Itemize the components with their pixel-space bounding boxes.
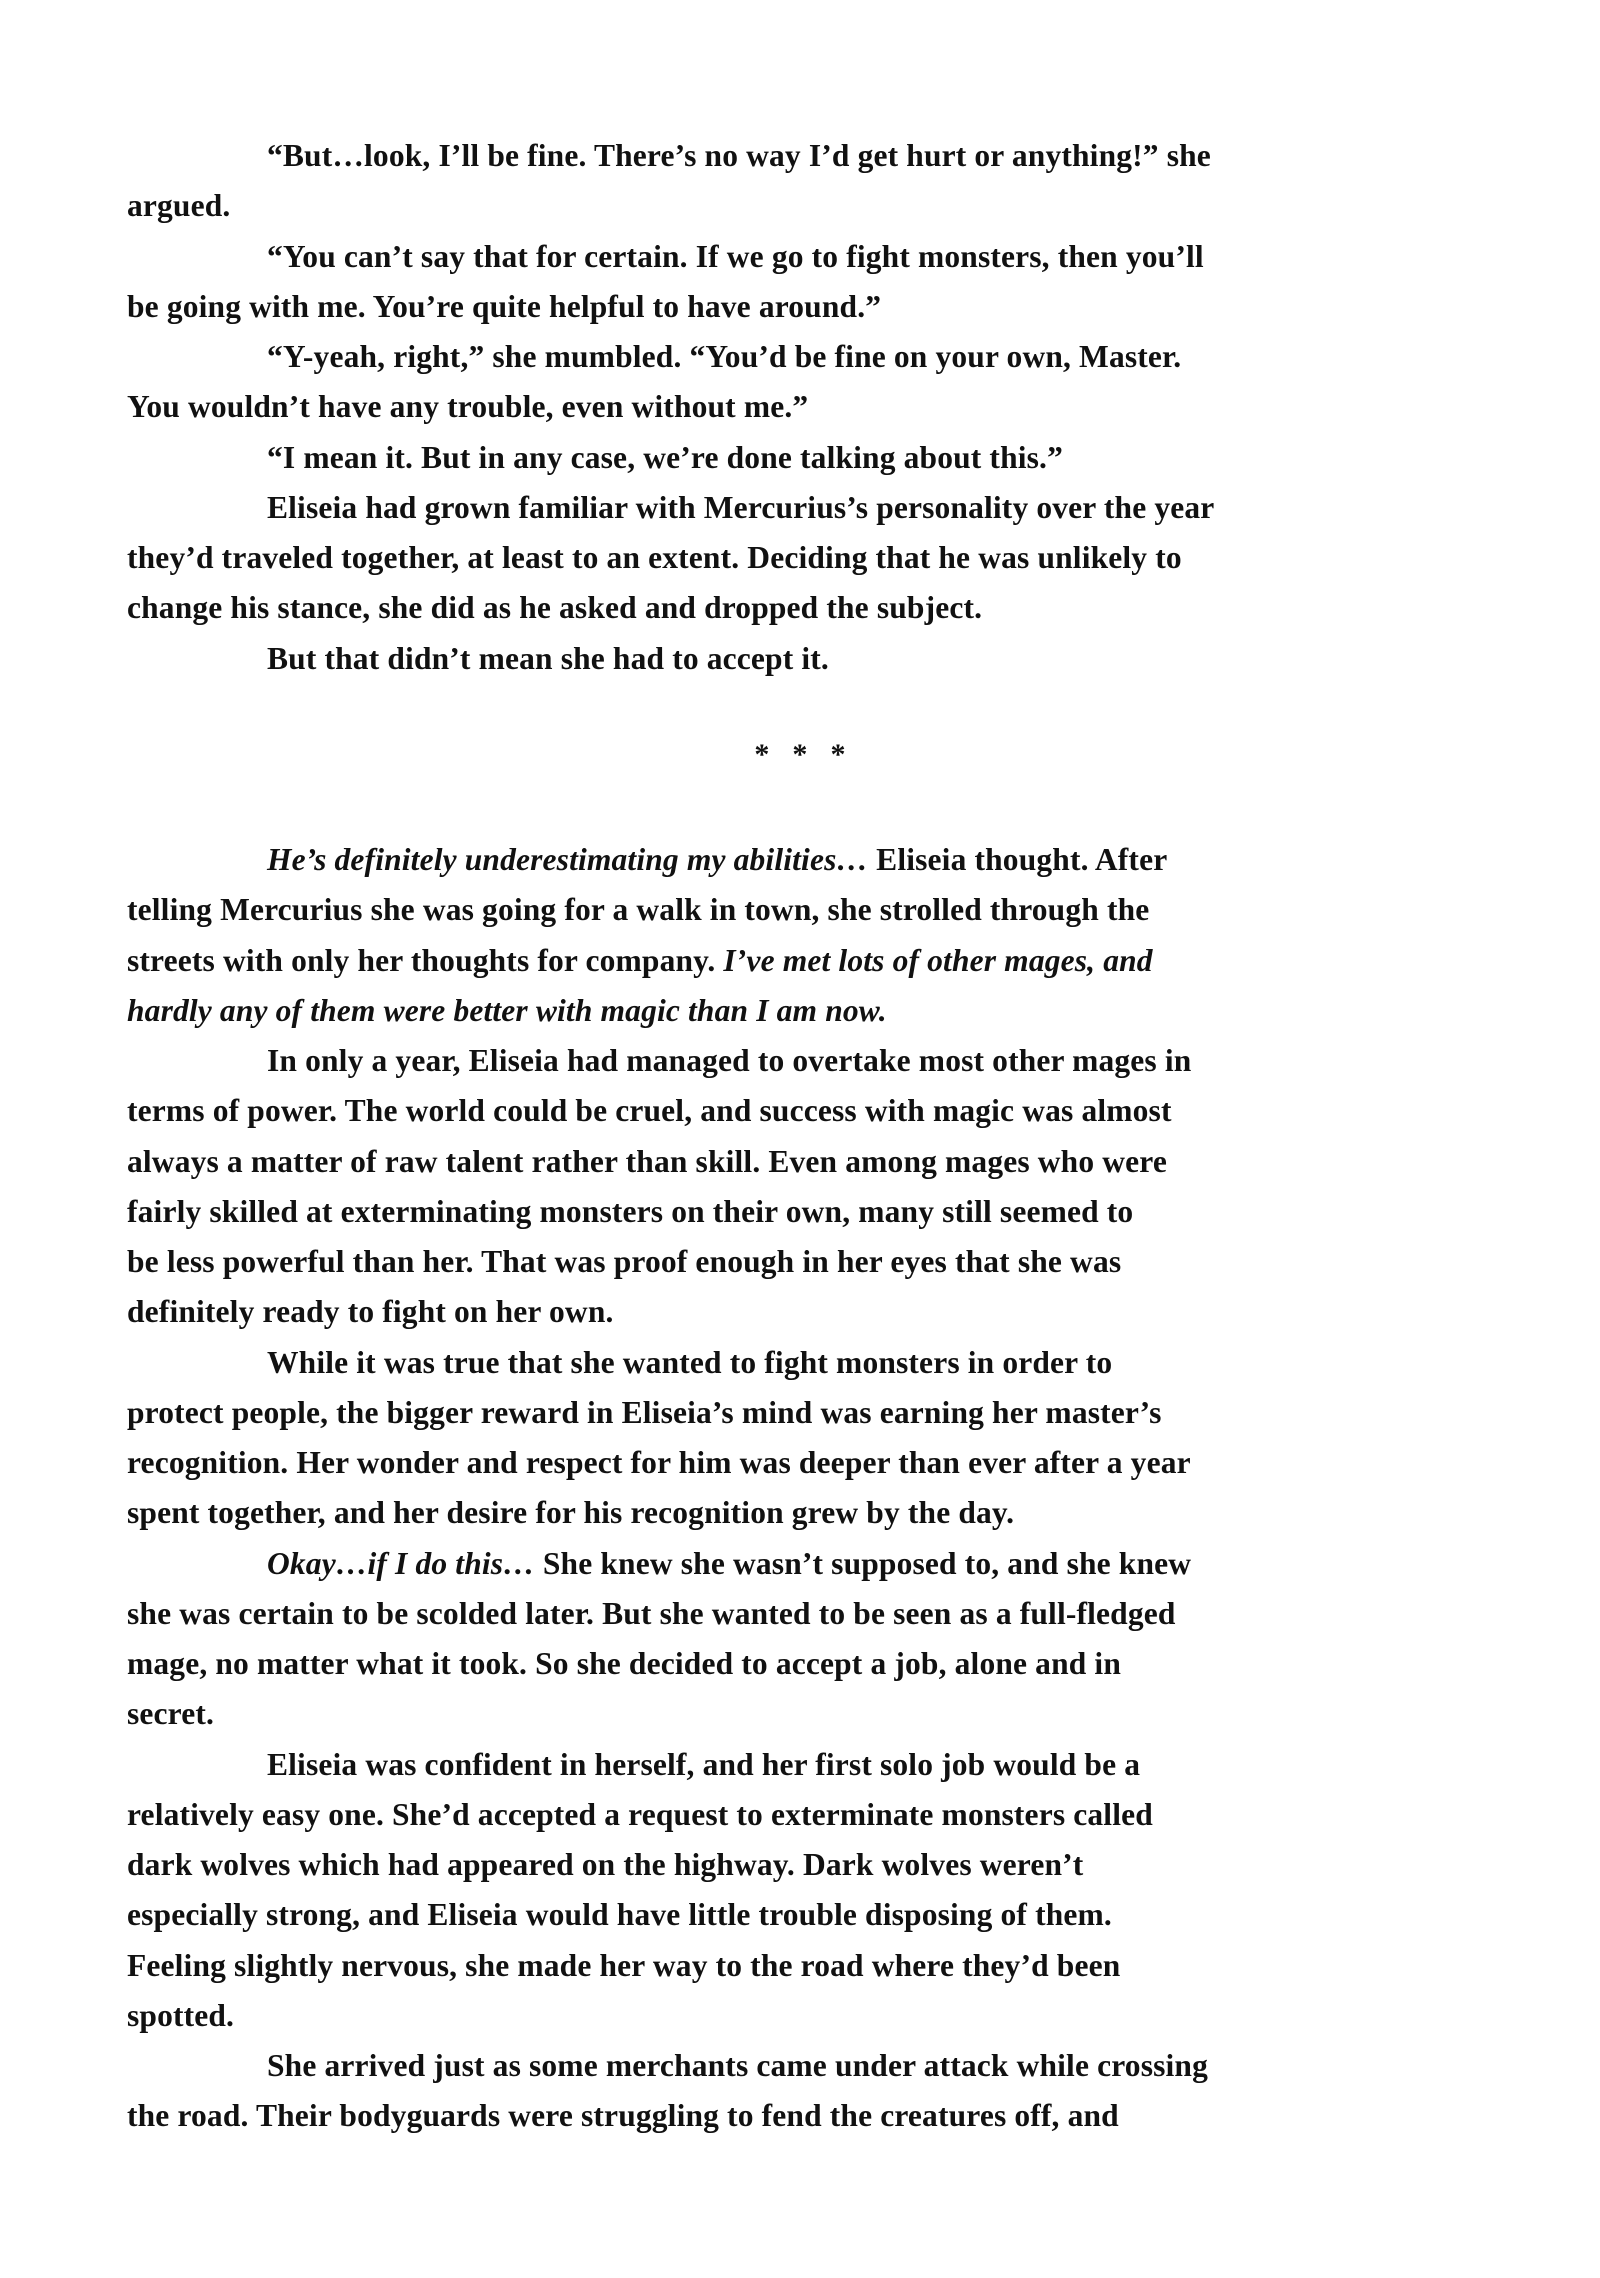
text-span: “But…look, I’ll be fine. There’s no way I’d get hurt or anything!” she [267,138,1211,173]
text-span: she was certain to be scolded later. But she wanted to be seen as a full-fledged [127,1595,1176,1631]
text-line [127,2100,1119,2132]
text-line [127,592,982,624]
text-span: protect people, the bigger reward in Eliseia’s mind was earning her master’s [127,1394,1162,1430]
text-span: argued. [127,188,231,224]
text-line [127,391,808,423]
text-line [127,942,1153,978]
text-span: they’d traveled together, at least to an extent. Deciding that he was unlikely to [127,540,1182,575]
text-line [127,1447,1191,1479]
text-span: spotted. [127,1997,235,2033]
text-span: streets with only her thoughts for company. [127,942,724,978]
text-line [127,1997,235,2033]
text-span: While it was true that she wanted to fight monsters in order to [267,1344,1113,1380]
text-line [127,1698,214,1730]
text-line [127,1497,1014,1529]
text-span: dark wolves which had appeared on the highway. Dark wolves weren’t [127,1847,1084,1882]
text-span: spent together, and her desire for his recognition grew by the day. [127,1495,1015,1531]
text-span: fairly skilled at exterminating monsters on their own, many still seemed to [127,1193,1134,1229]
text-span: be going with me. You’re quite helpful to have around.” [127,288,882,324]
text-span: change his stance, she did as he asked and dropped the subject. [127,590,983,626]
scene-break-asterisks: * * * [754,738,846,771]
text-span: Eliseia had grown familiar with Mercurius’s personality over the year [267,489,1215,525]
text-span: She knew she wasn’t supposed to, and she knew [534,1545,1192,1581]
text-line [267,341,1181,373]
text-span: be less powerful than her. That was proof enough in her eyes that she was [127,1244,1122,1279]
text-span: especially strong, and Eliseia would have little trouble disposing of them. [127,1897,1112,1933]
text-line [127,288,882,324]
text-line [127,992,887,1028]
text-span: But that didn’t mean she had to accept it. [267,640,829,676]
text-line [127,1193,1134,1229]
text-line [267,238,1204,274]
text-line [267,140,1211,172]
text-line [267,1545,1192,1581]
text-span: Feeling slightly nervous, she made her way to the road where they’d been [127,1947,1121,1983]
text-span: In only a year, Eliseia had managed to overtake most other mages in [267,1043,1192,1078]
text-span: terms of power. The world could be cruel, and success with magic was almost [127,1093,1172,1129]
text-line [267,844,1167,876]
text-line [127,1394,1162,1430]
text-line [127,190,230,222]
text-span: secret. [127,1696,215,1732]
text-span: Eliseia thought. After [868,842,1168,877]
text-span: relatively easy one. She’d accepted a request to exterminate monsters called [127,1796,1153,1832]
text-line [267,1045,1191,1077]
text-line [127,894,1149,926]
text-line [127,542,1182,574]
text-span: definitely ready to fight on her own. [127,1294,614,1330]
text-line [127,1947,1121,1983]
italic-text-span: He’s definitely underestimating my abilities… [267,842,869,877]
text-span: “I mean it. But in any case, we’re done talking about this.” [267,439,1063,475]
text-line [267,2050,1208,2082]
text-line [127,1796,1153,1832]
text-line [267,640,829,676]
text-span: the road. Their bodyguards were struggling to fend the creatures off, and [127,2098,1119,2134]
text-span: “Y-yeah, right,” she mumbled. “You’d be fine on your own, Master. [267,339,1182,374]
text-span: Eliseia was confident in herself, and her first solo job would be a [267,1746,1141,1782]
italic-text-span: Okay…if I do this… [267,1545,535,1581]
text-span: recognition. Her wonder and respect for him was deeper than ever after a year [127,1445,1191,1480]
text-line [127,1899,1112,1931]
italic-text-span: hardly any of them were better with magic than I am now. [127,992,887,1028]
text-line [267,439,1063,475]
text-span: “You can’t say that for certain. If we go to fight monsters, then you’ll [267,238,1204,274]
text-span: You wouldn’t have any trouble, even without me.” [127,389,809,425]
text-span: always a matter of raw talent rather than skill. Even among mages who were [127,1143,1168,1179]
text-line [127,1595,1176,1631]
text-span: telling Mercurius she was going for a walk in town, she strolled through the [127,892,1150,928]
text-span: She arrived just as some merchants came under attack while crossing [267,2048,1208,2083]
text-line [127,1648,1121,1680]
text-line [267,489,1215,525]
text-line [127,1143,1168,1179]
text-line [127,1095,1172,1127]
text-line [127,1849,1083,1881]
text-line [127,1296,614,1328]
text-line [267,1344,1113,1380]
text-line [127,1246,1121,1278]
text-line [267,1746,1141,1782]
italic-text-span: I’ve met lots of other mages, and [723,942,1153,978]
text-span: mage, no matter what it took. So she decided to accept a job, alone and in [127,1646,1121,1681]
